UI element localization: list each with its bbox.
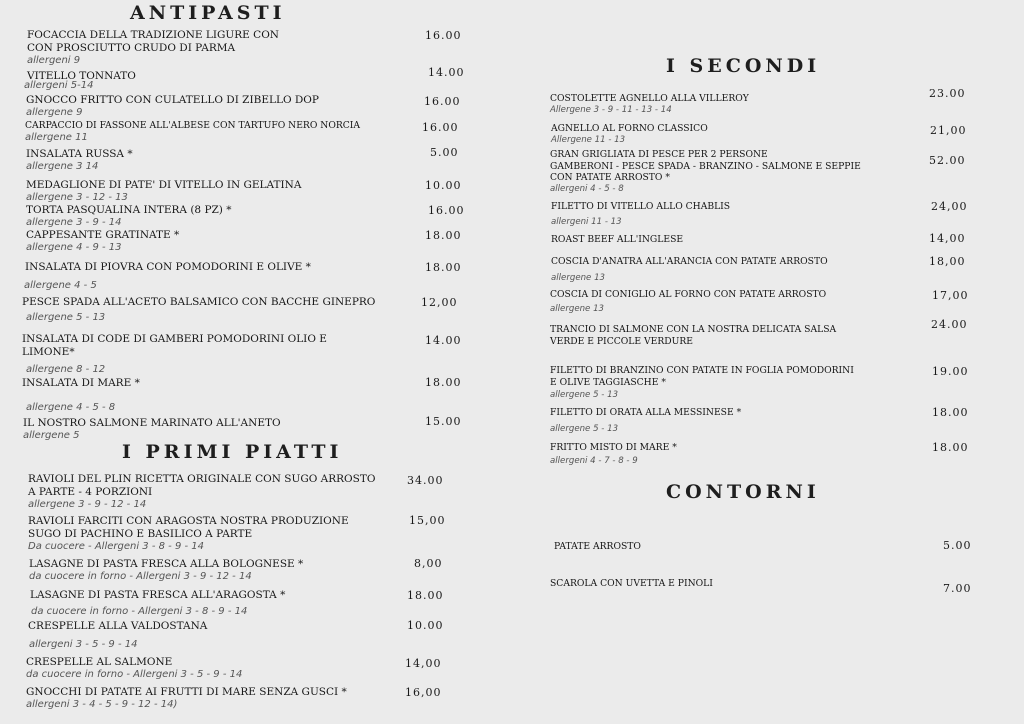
dish-allergens: allergene 9 (26, 107, 83, 118)
menu-item (23, 417, 281, 441)
menu-item (22, 333, 327, 359)
dish-allergens: allergeni 3 - 5 - 9 - 14 (29, 639, 138, 650)
dish-name: ROAST BEEF ALL'INGLESE (551, 234, 684, 245)
dish-allergens: allergene 4 - 5 (24, 280, 97, 291)
menu-item (554, 541, 641, 553)
menu-item (30, 589, 285, 602)
dish-name: CAPPESANTE GRATINATE * (26, 229, 180, 241)
dish-allergens: allergene 4 - 5 - 8 (26, 402, 116, 413)
dish-price: 18.00 (932, 441, 969, 454)
dish-name: VITELLO TONNATO (27, 70, 136, 82)
dish-price: 10.00 (425, 179, 462, 192)
menu-item (550, 324, 836, 347)
menu-item (550, 149, 861, 194)
menu-item (25, 261, 311, 274)
dish-name: FILETTO DI ORATA ALLA MESSINESE * (550, 407, 742, 418)
contorni-title: CONTORNI (666, 481, 820, 503)
dish-price: 23.00 (929, 87, 966, 100)
dish-name: GNOCCHI DI PATATE AI FRUTTI DI MARE SENZA GUSCI * (26, 686, 347, 698)
menu-item (550, 442, 677, 466)
dish-name: FILETTO DI VITELLO ALLO CHABLIS (551, 201, 731, 212)
dish-price: 16.00 (428, 204, 465, 217)
dish-price: 18.00 (425, 261, 462, 274)
dish-name: RAVIOLI FARCITI CON ARAGOSTA NOSTRA PRODUZIONE SUGO DI PACHINO E BASILICO A PARTE (28, 515, 349, 540)
menu-item (26, 204, 232, 228)
menu-item (550, 578, 713, 590)
dish-name: IL NOSTRO SALMONE MARINATO ALL'ANETO (23, 417, 281, 429)
dish-price: 52.00 (929, 154, 966, 167)
dish-name: CRESPELLE ALLA VALDOSTANA (28, 620, 208, 632)
dish-price: 19.00 (932, 365, 969, 378)
dish-name: FOCACCIA DELLA TRADIZIONE LIGURE CON CON PROSCIUTTO CRUDO DI PARMA (27, 29, 279, 54)
menu-item (551, 123, 708, 145)
primi-title: I PRIMI PIATTI (122, 441, 343, 463)
dish-allergens: allergene 5 - 13 (550, 423, 619, 434)
dish-price: 18.00 (425, 376, 462, 389)
dish-name: LASAGNE DI PASTA FRESCA ALL'ARAGOSTA * (30, 589, 286, 601)
dish-allergens: da cuocere in forno - Allergeni 3 - 9 - 12 - 14 (29, 571, 252, 582)
dish-allergens: Allergene 11 - 13 (551, 134, 626, 145)
dish-allergens: allergene 3 - 12 - 13 (26, 192, 128, 203)
menu-item (551, 256, 828, 283)
menu-item (26, 94, 319, 118)
dish-name: FRITTO MISTO DI MARE * (550, 442, 677, 453)
dish-price: 7.00 (943, 582, 972, 595)
dish-price: 18.00 (425, 229, 462, 242)
dish-price: 14.00 (425, 334, 462, 347)
dish-allergens: allergeni 5-14 (24, 80, 94, 91)
dish-name: AGNELLO AL FORNO CLASSICO (551, 123, 708, 134)
dish-price: 21,00 (930, 124, 967, 137)
dish-allergens: da cuocere in forno - Allergeni 3 - 5 - 9 - 14 (26, 669, 243, 680)
dish-allergens: allergene 5 (23, 430, 80, 441)
menu-item (551, 234, 683, 246)
dish-name: PESCE SPADA ALL'ACETO BALSAMICO CON BACCHE GINEPRO (22, 296, 376, 308)
dish-allergens: allergene 3 14 (26, 161, 99, 172)
dish-allergens: Allergene 3 - 9 - 11 - 13 - 14 (550, 104, 672, 115)
dish-allergens: da cuocere in forno - Allergeni 3 - 8 - 9 - 14 (31, 606, 248, 617)
dish-price: 34.00 (407, 474, 444, 487)
menu-item (22, 296, 375, 309)
menu-item (28, 515, 349, 552)
menu-item (27, 29, 279, 66)
dish-name: TRANCIO DI SALMONE CON LA NOSTRA DELICATA SALSA VERDE E PICCOLE VERDURE (550, 324, 837, 347)
menu-item (25, 120, 360, 143)
dish-name: INSALATA DI MARE * (22, 377, 140, 389)
dish-name: SCAROLA CON UVETTA E PINOLI (550, 578, 713, 589)
dish-name: GRAN GRIGLIATA DI PESCE PER 2 PERSONE GAMBERONI - PESCE SPADA - BRANZINO - SALMONE E SEPPIE CON PATATE ARROSTO * (550, 149, 861, 183)
menu-item (550, 289, 826, 314)
dish-price: 12,00 (421, 296, 458, 309)
dish-price: 16.00 (422, 121, 459, 134)
dish-allergens: allergene 13 (551, 272, 606, 283)
dish-allergens: allergene 8 - 12 (26, 364, 106, 375)
menu-item (26, 179, 301, 203)
dish-price: 16.00 (424, 95, 461, 108)
dish-allergens: allergene 5 - 13 (550, 390, 619, 400)
dish-name: COSCIA D'ANATRA ALL'ARANCIA CON PATATE ARROSTO (551, 256, 828, 267)
dish-price: 15.00 (425, 415, 462, 428)
dish-allergens: allergeni 4 - 7 - 8 - 9 (550, 455, 638, 466)
dish-name: TORTA PASQUALINA INTERA (8 PZ) * (26, 204, 232, 216)
menu-item (550, 365, 854, 400)
dish-price: 8,00 (414, 557, 443, 570)
menu-item (550, 93, 749, 115)
dish-price: 14,00 (405, 657, 442, 670)
menu-item (550, 407, 741, 434)
menu-item (26, 686, 347, 710)
dish-price: 14.00 (428, 66, 465, 79)
menu-item (29, 558, 303, 582)
dish-name: PATATE ARROSTO (554, 541, 641, 552)
dish-name: LASAGNE DI PASTA FRESCA ALLA BOLOGNESE * (29, 558, 304, 570)
dish-price: 17,00 (932, 289, 969, 302)
dish-price: 24,00 (931, 200, 968, 213)
dish-allergens: allergene 3 - 9 - 12 - 14 (28, 499, 147, 510)
menu-item (22, 377, 140, 390)
dish-price: 24.00 (931, 318, 968, 331)
dish-allergens: allergeni 11 - 13 (551, 216, 622, 227)
dish-price: 5.00 (430, 146, 459, 159)
dish-price: 18,00 (929, 255, 966, 268)
dish-price: 5.00 (943, 539, 972, 552)
dish-price: 18.00 (407, 589, 444, 602)
secondi-title: I SECONDI (666, 55, 821, 77)
menu-item (26, 656, 242, 680)
dish-allergens: allergene 4 - 9 - 13 (26, 242, 122, 253)
menu-item (28, 473, 375, 510)
dish-name: RAVIOLI DEL PLIN RICETTA ORIGINALE CON SUGO ARROSTO A PARTE - 4 PORZIONI (28, 473, 376, 498)
dish-price: 16,00 (405, 686, 442, 699)
menu-item (551, 201, 730, 227)
dish-name: COSCIA DI CONIGLIO AL FORNO CON PATATE ARROSTO (550, 289, 827, 300)
dish-allergens: allergene 5 - 13 (26, 312, 106, 323)
menu-item (28, 620, 207, 633)
menu-item (26, 229, 179, 253)
dish-price: 16.00 (425, 29, 462, 42)
dish-allergens: allergeni 9 (27, 55, 81, 66)
dish-name: FILETTO DI BRANZINO CON PATATE IN FOGLIA POMODORINI E OLIVE TAGGIASCHE * (550, 365, 854, 388)
dish-allergens: allergeni 4 - 5 - 8 (550, 183, 624, 194)
dish-name: CRESPELLE AL SALMONE (26, 656, 173, 668)
dish-price: 10.00 (407, 619, 444, 632)
menu-item (26, 148, 133, 172)
antipasti-title: ANTIPASTI (130, 2, 286, 24)
dish-allergens: Da cuocere - Allergeni 3 - 8 - 9 - 14 (28, 541, 205, 552)
dish-price: 14,00 (929, 232, 966, 245)
dish-allergens: allergene 3 - 9 - 14 (26, 217, 122, 228)
dish-price: 18.00 (932, 406, 969, 419)
dish-name: INSALATA DI CODE DI GAMBERI POMODORINI OLIO E LIMONE* (22, 333, 327, 358)
dish-name: INSALATA RUSSA * (26, 148, 133, 160)
dish-name: COSTOLETTE AGNELLO ALLA VILLEROY (550, 93, 749, 104)
dish-allergens: allergene 13 (550, 303, 605, 314)
dish-allergens: allergeni 3 - 4 - 5 - 9 - 12 - 14) (26, 699, 178, 710)
dish-name: GNOCCO FRITTO CON CULATELLO DI ZIBELLO DOP (26, 94, 319, 106)
dish-price: 15,00 (409, 514, 446, 527)
dish-name: INSALATA DI PIOVRA CON POMODORINI E OLIVE * (25, 261, 311, 273)
dish-name: CARPACCIO DI FASSONE ALL'ALBESE CON TARTUFO NERO NORCIA (25, 120, 361, 131)
dish-name: MEDAGLIONE DI PATE' DI VITELLO IN GELATINA (26, 179, 302, 191)
dish-allergens: allergene 11 (25, 131, 88, 143)
